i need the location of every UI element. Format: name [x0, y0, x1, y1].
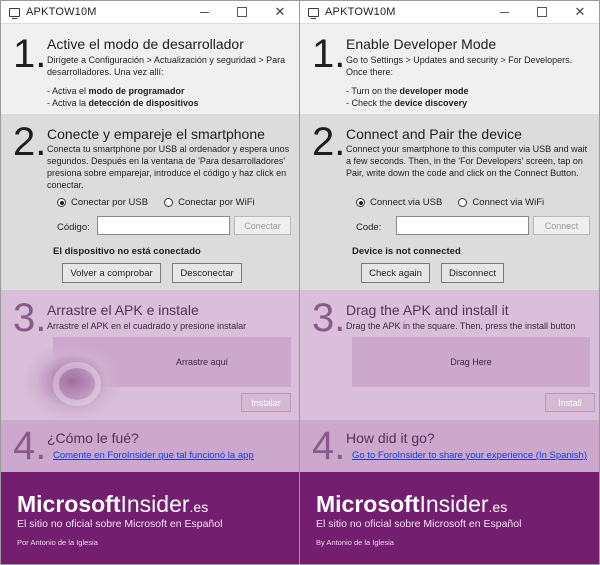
step-description: Arrastre el APK en el cuadrado y presione instalar [47, 321, 247, 331]
step-number: 2. [312, 120, 346, 164]
step-number: 4. [312, 424, 346, 468]
step-1-section [1, 24, 299, 114]
step-3-section [1, 290, 299, 420]
bullet-item [47, 97, 199, 109]
step-bullets [346, 85, 469, 109]
feedback-link[interactable]: Go to ForoInsider to share your experience (In Spanish) [352, 450, 587, 461]
bullet-text: - Activa el [47, 86, 89, 96]
bullet-item [346, 97, 469, 109]
step-number: 3. [312, 296, 346, 340]
code-label: Código: [57, 222, 90, 233]
step-description: Conecta tu smartphone por USB al ordenador y espera unos segundos. Después en la ventana de 'Para desarrolladores' presiona sobre emparejar, introduce el código y haz click en conectar. [47, 144, 290, 190]
window-icon [9, 8, 20, 17]
window-icon [308, 8, 319, 17]
radio-label: Connect via WiFi [472, 197, 545, 208]
check-again-button[interactable]: Volver a comprobar [62, 263, 161, 283]
bullet-bold: detección de dispositivos [88, 98, 199, 108]
radio-wifi[interactable] [164, 197, 255, 208]
step-4-section [300, 420, 599, 472]
bullet-text: - Activa la [47, 98, 89, 108]
disconnect-button[interactable]: Disconnect [441, 263, 504, 283]
connection-mode [57, 197, 271, 208]
step-4-section [1, 420, 299, 472]
maximize-icon[interactable] [523, 1, 561, 23]
brand-tagline: El sitio no oficial sobre Microsoft en Español [316, 518, 522, 530]
radio-unchecked-icon[interactable] [164, 198, 173, 207]
step-title: Active el modo de desarrollador [47, 36, 244, 52]
radio-label: Conectar por USB [71, 197, 149, 208]
step-description: Go to Settings > Updates and security > For Developers. Once there: [346, 55, 573, 77]
title-bar[interactable] [300, 1, 599, 24]
step-title: Arrastre el APK e instale [47, 302, 199, 318]
radio-wifi[interactable] [458, 197, 544, 208]
connect-button[interactable]: Conectar [234, 216, 291, 235]
step-3-section [300, 290, 599, 420]
install-button[interactable]: Instalar [241, 393, 291, 412]
step-number: 1. [312, 32, 346, 76]
check-again-button[interactable]: Check again [361, 263, 430, 283]
drop-zone-label: Arrastre aquí [175, 357, 229, 367]
footer-banner [300, 472, 599, 565]
step-description: Dirígete a Configuración > Actualización y seguridad > Para desarrolladores. Una vez allí: [47, 55, 286, 77]
step-title: ¿Cómo le fué? [47, 430, 139, 446]
code-input[interactable] [97, 216, 230, 235]
radio-checked-icon[interactable] [356, 198, 365, 207]
step-1-section [300, 24, 599, 114]
bullet-item [346, 85, 469, 97]
window-controls [485, 1, 599, 23]
brand-part: Microsoft [17, 491, 121, 517]
step-description: Drag the APK in the square. Then, press the install button [346, 321, 576, 331]
drop-zone-label: Drag Here [450, 357, 492, 367]
step-description: Connect your smartphone to this computer via USB and wait a few seconds. Then, in the 'For Developers' screen, tap on Pair, write down the code and click on the Connect Button. [346, 144, 588, 178]
apk-drop-zone[interactable] [352, 337, 590, 387]
install-button[interactable]: Install [545, 393, 595, 412]
bullet-bold: developer mode [399, 86, 469, 96]
author-credit: Por Antonio de la Iglesia [17, 538, 98, 547]
window-controls [185, 1, 299, 23]
brand-logo[interactable] [316, 492, 507, 519]
author-credit: By Antonio de la Iglesia [316, 538, 394, 547]
step-2-section [300, 114, 599, 290]
radio-unchecked-icon[interactable] [458, 198, 467, 207]
step-title: Enable Developer Mode [346, 36, 497, 52]
bullet-bold: device discovery [394, 98, 468, 108]
title-bar[interactable] [1, 1, 299, 24]
window-english [300, 0, 600, 565]
step-number: 3. [13, 296, 47, 340]
radio-checked-icon[interactable] [57, 198, 66, 207]
radio-usb[interactable] [57, 197, 148, 208]
bullet-text: - Turn on the [346, 86, 400, 96]
step-title: Connect and Pair the device [346, 126, 522, 142]
window-title: APKTOW10M [325, 6, 396, 18]
brand-part: Microsoft [316, 491, 420, 517]
maximize-icon[interactable] [223, 1, 261, 23]
disconnect-button[interactable]: Desconectar [172, 263, 242, 283]
step-2-section [1, 114, 299, 290]
brand-tagline: El sitio no oficial sobre Microsoft en Español [17, 518, 223, 530]
radio-label: Conectar por WiFi [178, 197, 255, 208]
step-title: Drag the APK and install it [346, 302, 509, 318]
minimize-icon[interactable] [485, 1, 523, 23]
close-icon[interactable]: ✕ [574, 4, 586, 19]
brand-logo[interactable] [17, 492, 208, 519]
step-number: 1. [13, 32, 47, 76]
step-title: How did it go? [346, 430, 435, 446]
code-label: Code: [356, 222, 382, 233]
connection-mode [356, 197, 560, 208]
code-input[interactable] [396, 216, 529, 235]
window-title: APKTOW10M [26, 6, 97, 18]
step-number: 4. [13, 424, 47, 468]
close-icon[interactable]: ✕ [274, 4, 286, 19]
radio-label: Connect via USB [370, 197, 443, 208]
minimize-icon[interactable] [185, 1, 223, 23]
connection-status: Device is not connected [352, 246, 461, 257]
bullet-item [47, 85, 199, 97]
brand-part: .es [189, 499, 209, 515]
blurred-image [23, 342, 121, 420]
footer-banner [1, 472, 299, 565]
step-title: Conecte y empareje el smartphone [47, 126, 265, 142]
brand-part: Insider [120, 491, 190, 517]
brand-part: Insider [419, 491, 489, 517]
connection-status: El dispositivo no está conectado [53, 246, 201, 257]
connect-button[interactable]: Connect [533, 216, 590, 235]
brand-part: .es [488, 499, 508, 515]
step-number: 2. [13, 120, 47, 164]
bullet-bold: modo de programador [88, 86, 185, 96]
step-bullets [47, 85, 199, 109]
feedback-link[interactable]: Comente en ForoInsider que tal funcionó la app [53, 450, 254, 461]
radio-usb[interactable] [356, 197, 442, 208]
bullet-text: - Check the [346, 98, 395, 108]
